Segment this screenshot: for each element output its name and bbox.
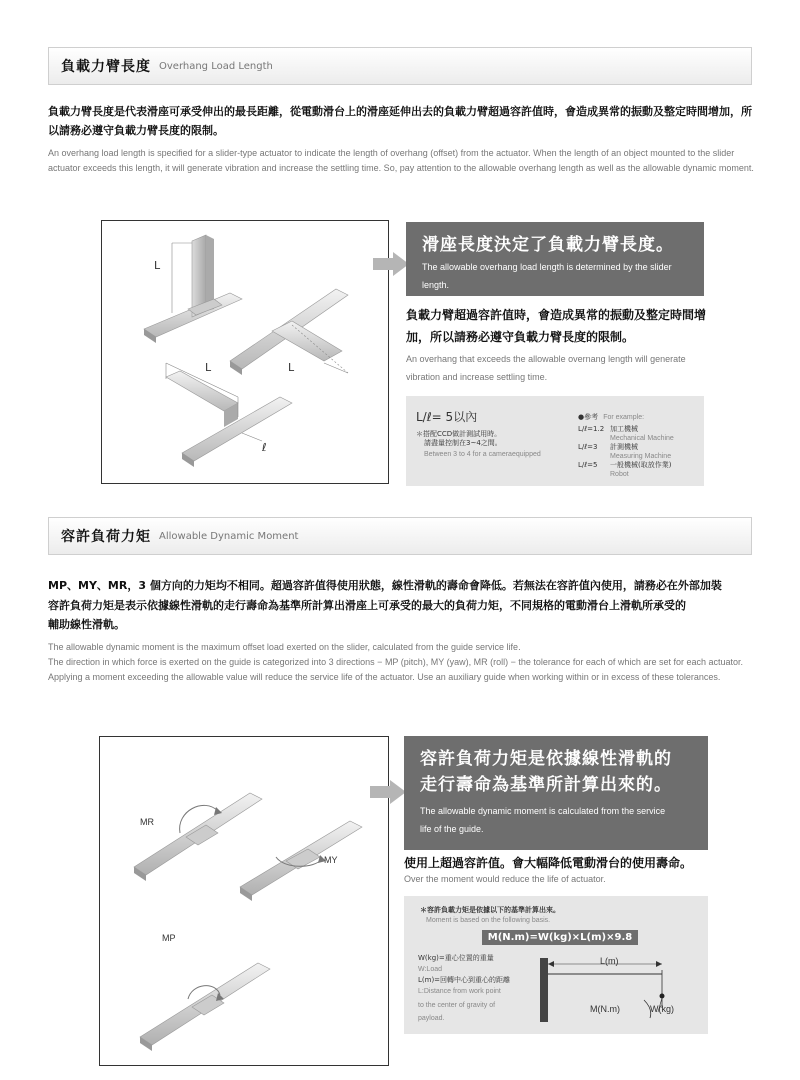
example-head: ●參考	[578, 413, 599, 421]
section-header-dynamic-moment	[48, 517, 752, 555]
callout-title-line1: 容許負荷力矩是依據線性滑軌的	[420, 749, 672, 769]
right-arrow-icon	[370, 780, 406, 804]
overhang-diagram-svg	[102, 221, 388, 483]
callout-title: 滑座長度決定了負載力臂長度。	[422, 235, 674, 255]
callout-overhang	[406, 222, 704, 296]
moment-label-mr: MR	[140, 817, 154, 827]
section-title-zh: 負載力臂長度	[61, 59, 151, 75]
moment-description-zh-2: 容許負荷力矩是表示依據線性滑軌的走行壽命為基準所計算出滑座上可承受的最大的負荷力矩，不同規格的電動滑台上滑軌所承受的	[48, 599, 686, 612]
w-definition-en: W:Load	[418, 966, 442, 973]
example-en: Robot	[610, 471, 629, 478]
example-en: Measuring Machine	[610, 453, 672, 460]
moment-description-zh-3: 輔助線性滑軌。	[48, 618, 125, 631]
section-title-zh: 容許負荷力矩	[61, 529, 151, 545]
overhang-label-ell: ℓ	[262, 441, 267, 454]
l-definition-en-3: payload.	[418, 1015, 445, 1022]
overhang-description-zh: 負載力臂長度是代表滑座可承受伸出的最長距離，從電動滑台上的滑座延伸出去的負載力臂超過容許值時，會造成異常的振動及整定時間增加，所以請務必遵守負載力臂長度的限制。	[48, 105, 752, 137]
example-zh: 加工機械	[610, 425, 638, 433]
section-header-overhang	[48, 47, 752, 85]
section-title-en: Overhang Load Length	[159, 60, 273, 72]
l-definition-zh: L(m)=回轉中心到重心的距離	[418, 976, 511, 984]
w-definition-zh: W(kg)=重心位置的重量	[418, 954, 494, 962]
example-row	[578, 425, 674, 479]
callout-subtitle: The allowable overhang load length is determined by the slider length.	[422, 262, 672, 290]
overhang-label-l-right: L	[288, 361, 295, 374]
moment-note-zh: ＊容許負載力矩是依據以下的基準計算出來。	[420, 906, 560, 914]
ccd-note-line2: 請盡量控制在3~4之間。	[424, 439, 502, 447]
example-en: Mechanical Machine	[610, 435, 674, 442]
overhang-illustration	[101, 220, 389, 484]
ccd-note-en: Between 3 to 4 for a cameraequipped	[424, 451, 541, 458]
diagram-label-l: L(m)	[600, 956, 619, 966]
l-definition-en-2: to the center of gravity of	[418, 1002, 496, 1009]
ccd-note-line1: ＊搭配CCD做計測試用時。	[416, 430, 502, 438]
moment-description-en-1: The allowable dynamic moment is the maximum offset load exerted on the slider, calculated from the guide service life.	[48, 642, 521, 652]
example-ratio: L/ℓ=5	[578, 461, 598, 469]
overhang-ratio-note	[406, 396, 704, 486]
moment-illustration	[99, 736, 389, 1066]
right-arrow-icon	[373, 252, 409, 276]
moment-label-mp: MP	[162, 933, 176, 943]
example-block	[578, 404, 674, 479]
callout-title-line2: 走行壽命為基準所計算出來的。	[420, 775, 672, 795]
callout-dynamic-moment	[404, 736, 708, 850]
overhang-label-l-mid: L	[205, 361, 212, 374]
moment-formula: M(N.m)=W(kg)×L(m)×9.8	[482, 930, 638, 945]
diagram-label-m: M(N.m)	[590, 1004, 620, 1014]
overhang-label-l-top: L	[154, 259, 161, 272]
moment-label-my: MY	[324, 855, 338, 865]
diagram-label-w: W(kg)	[650, 1004, 674, 1014]
moment-note-en: Moment is based on the following basis.	[426, 917, 551, 924]
example-ratio: L/ℓ=3	[578, 443, 598, 451]
moment-diagram-svg	[100, 737, 388, 1065]
moment-body-en: Over the moment would reduce the life of actuator.	[404, 874, 606, 884]
moment-description-en-2: The direction in which force is exerted on the guide is categorized into 3 directions − MP (pitch), MY (yaw), MR (roll) − the tolerance for each of which are set for each actuator. Applying a moment exceeding the allowable value will reduce the service life of the actuator. Use an auxiliary guide when working within or in excess of these tolerances.	[48, 657, 743, 682]
l-definition-en-1: L:Distance from work point	[418, 988, 501, 995]
callout-subtitle: The allowable dynamic moment is calculated from the service life of the guide.	[420, 806, 666, 834]
moment-formula-note	[404, 896, 708, 1034]
moment-description-zh-1: MP、MY、MR，3 個方向的力矩均不相同。超過容許值得使用狀態，線性滑軌的壽命會降低。若無法在容許值內使用，請務必在外部加裝	[48, 579, 722, 592]
example-head-en: For example:	[603, 414, 645, 421]
overhang-body-zh: 負載力臂超過容許值時，會造成異常的振動及整定時間增加，所以請務必遵守負載力臂長度的限制。	[406, 308, 707, 344]
ratio-formula: L/ℓ= 5以內	[416, 410, 478, 424]
example-zh: 一般機械(取放作業)	[610, 461, 672, 469]
moment-body-zh: 使用上超過容許值。會大幅降低電動滑台的使用壽命。	[404, 856, 693, 870]
overhang-description-en: An overhang load length is specified for a slider-type actuator to indicate the length of overhang (offset) from the actuator. When the length of an object mounted to the slider actuator exceeds this length, it will generate vibration and increase the settling time. So, pay attention to the allowable overhang length as well as the allowable dynamic moment.	[48, 148, 754, 173]
example-zh: 計測機械	[610, 443, 638, 451]
section-title-en: Allowable Dynamic Moment	[159, 530, 299, 542]
example-ratio: L/ℓ=1.2	[578, 425, 605, 433]
overhang-body-en: An overhang that exceeds the allowable overnang length will generate vibration and increase settling time.	[406, 354, 686, 382]
